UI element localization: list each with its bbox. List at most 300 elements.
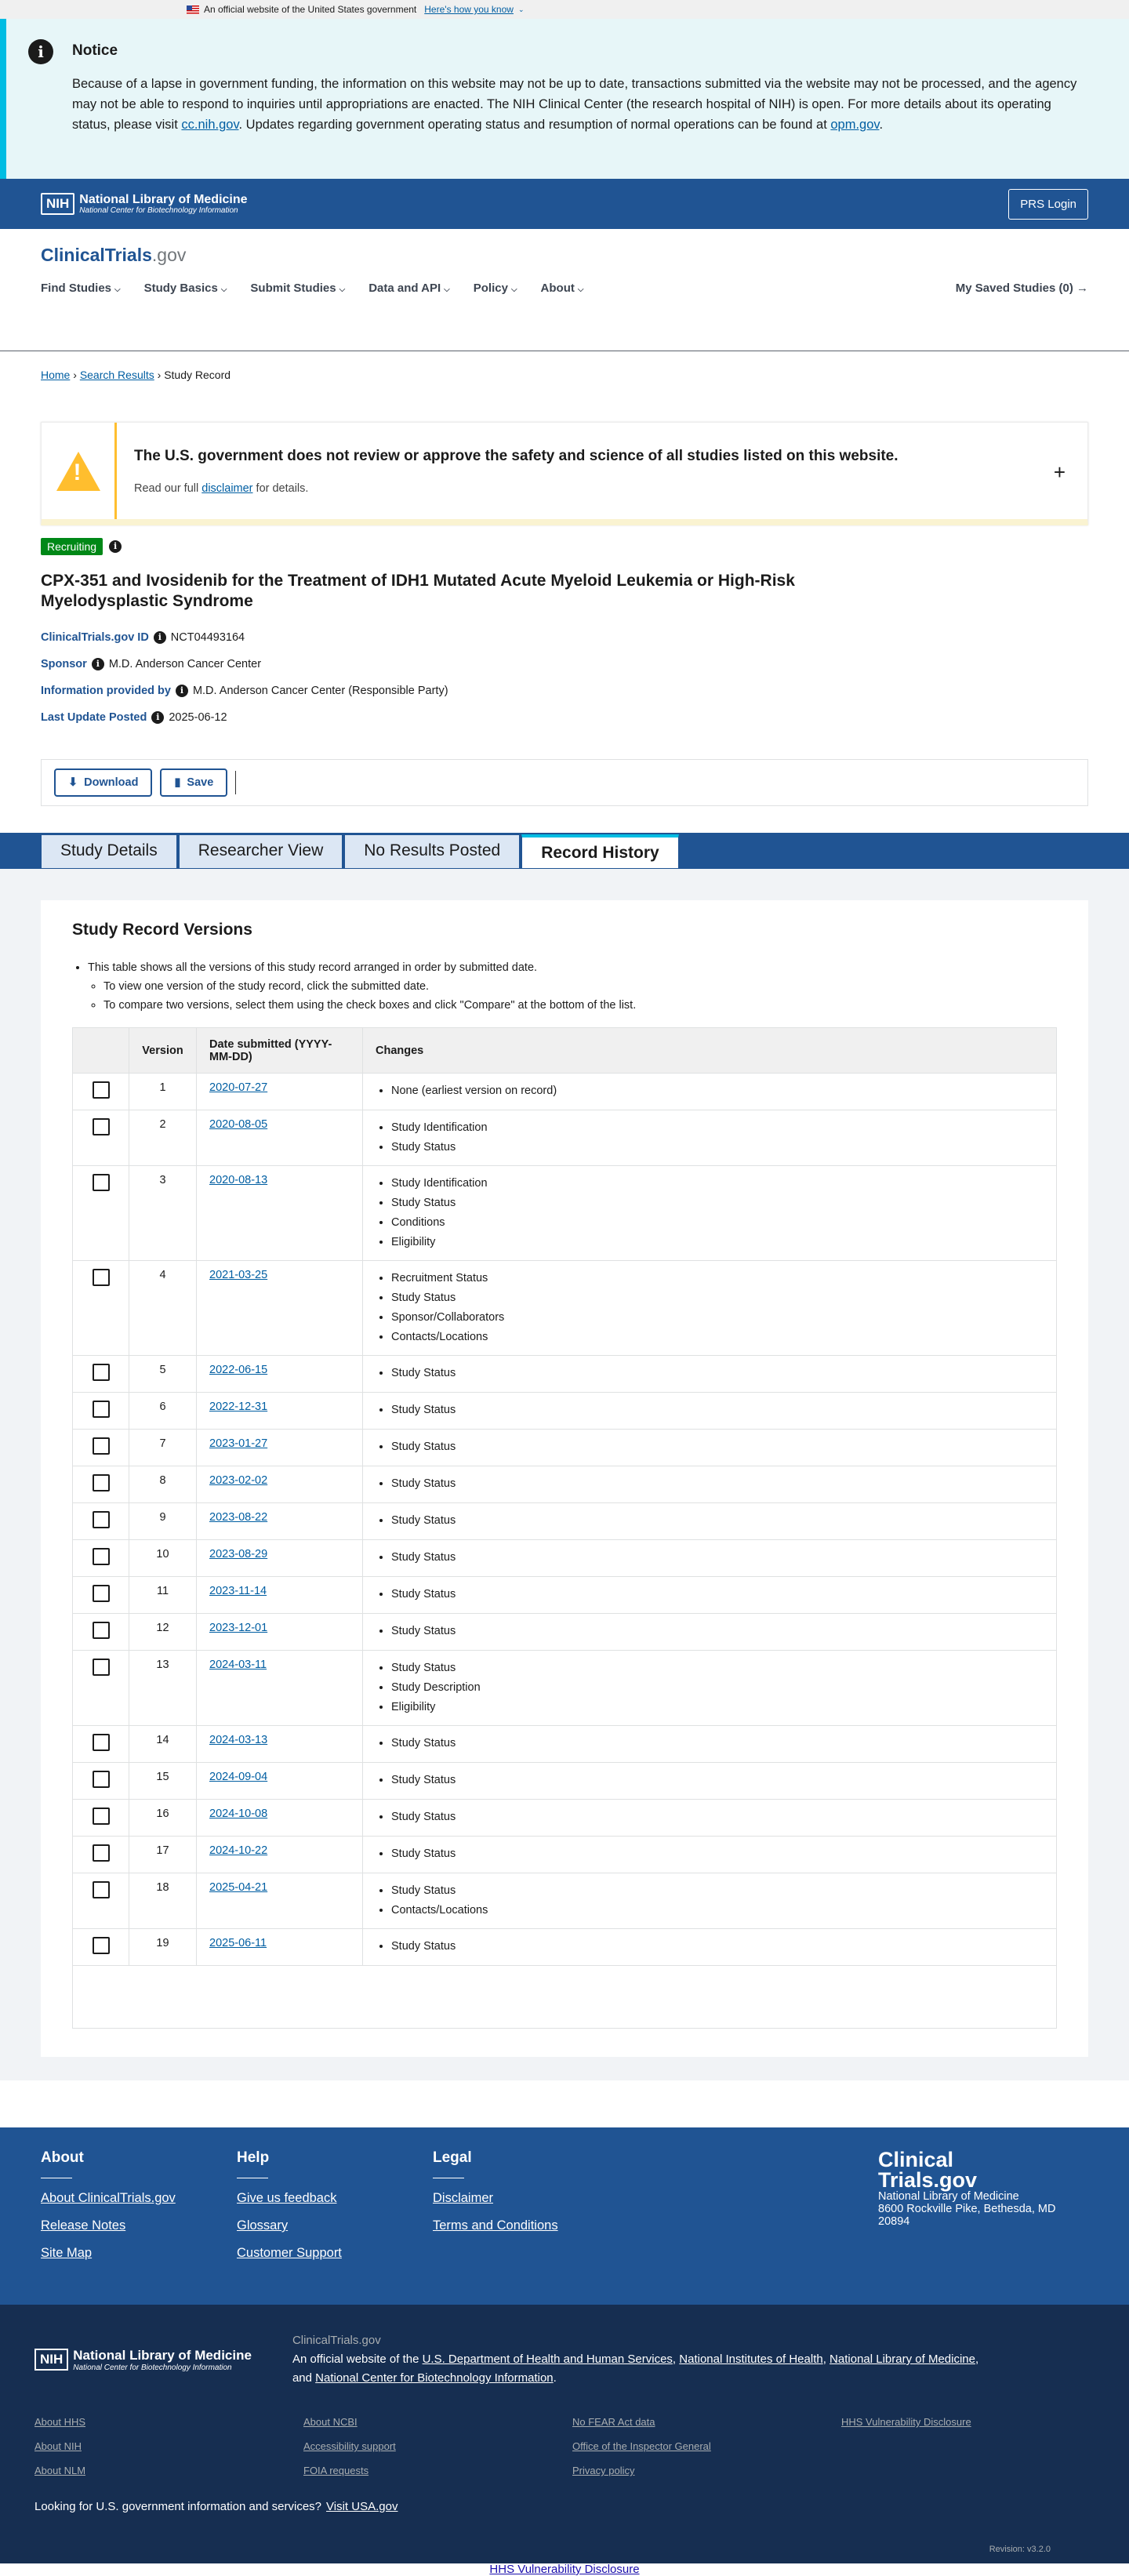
changes-cell	[363, 1261, 1057, 1356]
date-cell	[197, 1873, 363, 1929]
date-cell	[197, 1466, 363, 1503]
chevron-down-icon: ⌵	[339, 285, 346, 294]
select-cell	[73, 1651, 129, 1726]
header-select	[73, 1028, 129, 1074]
gov-footer	[0, 2305, 1129, 2563]
date-cell	[197, 1614, 363, 1651]
table-row	[73, 1356, 1057, 1393]
table-row	[73, 1540, 1057, 1577]
table-footer-row	[73, 1966, 1057, 2029]
footer-heading: About	[41, 2149, 84, 2166]
table-row	[73, 1110, 1057, 1166]
change-item: • Study Status	[391, 1808, 1044, 1827]
brand-line-2: Trials.gov	[878, 2168, 978, 2192]
footer-heading: Help	[237, 2149, 270, 2166]
address-line: National Library of Medicine	[878, 2190, 1019, 2203]
how-you-know-link[interactable]: Here's how you know	[424, 4, 514, 15]
official-text: An official website of the U.S. Department of Health and Human Services, National Institutes of Health, National Library of Medicine, and National Center for Biotechnology Information.	[292, 2353, 979, 2385]
chevron-down-icon: ⌵	[577, 285, 584, 294]
nav-data-api[interactable]	[368, 282, 450, 295]
disclaimer-body	[134, 482, 898, 495]
version-date-link[interactable]: 2022-06-15	[209, 1364, 268, 1376]
select-cell	[73, 1430, 129, 1466]
version-checkbox[interactable]	[93, 1734, 110, 1751]
changes-cell	[363, 1577, 1057, 1614]
breadcrumb-results[interactable]: Search Results	[79, 369, 154, 381]
version-cell: 11	[129, 1577, 197, 1614]
version-cell: 2	[129, 1110, 197, 1166]
change-item: • Study Status	[391, 1585, 1044, 1604]
meta-sponsor	[41, 651, 1088, 678]
warning-icon	[56, 452, 100, 491]
nih-link[interactable]: National Institutes of Health	[679, 2353, 823, 2366]
footer-link[interactable]: Give us feedback	[237, 2191, 337, 2205]
nlm-subtitle: National Center for Biotechnology Information	[79, 206, 238, 215]
version-date-link[interactable]: 2024-09-04	[209, 1771, 268, 1783]
version-date-link[interactable]: 2024-10-08	[209, 1808, 268, 1820]
version-cell: 1	[129, 1074, 197, 1110]
chevron-down-icon: ⌵	[444, 285, 450, 294]
select-cell	[73, 1614, 129, 1651]
desc-item: ◦ To compare two versions, select them using the check boxes and click "Compare" at the bottom of the list.	[103, 996, 1057, 1015]
version-checkbox[interactable]	[93, 1081, 110, 1099]
nih-logo: NIH	[41, 193, 74, 215]
download-button[interactable]	[54, 768, 152, 797]
history-description	[88, 958, 1057, 1015]
chevron-right-icon: ›	[73, 369, 77, 381]
nav-submit-studies[interactable]	[250, 282, 345, 295]
table-row	[73, 1651, 1057, 1726]
table-row	[73, 1873, 1057, 1929]
opm-link[interactable]: opm.gov	[830, 118, 880, 132]
notice-text-2: . Updates regarding government operating status and resumption of normal operations can be found at	[238, 118, 831, 132]
table-row	[73, 1261, 1057, 1356]
gov-footer-link[interactable]: No FEAR Act data	[572, 2416, 655, 2428]
official-statement	[292, 2331, 978, 2388]
version-checkbox[interactable]	[93, 1548, 110, 1565]
hhs-link[interactable]: U.S. Department of Health and Human Services	[422, 2353, 673, 2366]
ncbi-link[interactable]: National Center for Biotechnology Information	[315, 2371, 554, 2385]
version-cell: 5	[129, 1356, 197, 1393]
footer-link[interactable]: About ClinicalTrials.gov	[41, 2191, 176, 2205]
change-item: • Study Status	[391, 1288, 1044, 1308]
official-pre: An official website of the	[292, 2353, 423, 2366]
change-item: • Contacts/Locations	[391, 1328, 1044, 1347]
study-id: NCT04493164	[170, 631, 245, 644]
version-cell: 4	[129, 1261, 197, 1356]
changes-cell	[363, 1466, 1057, 1503]
version-checkbox[interactable]	[93, 1881, 110, 1898]
header-version: Version	[129, 1028, 197, 1074]
provided-value: M.D. Anderson Cancer Center (Responsible Party)	[192, 685, 448, 697]
versions-body	[73, 1074, 1057, 2029]
select-cell	[73, 1837, 129, 1873]
footer-help	[237, 2149, 433, 2305]
site-header	[0, 229, 1129, 351]
brand-line-1: Clinical	[878, 2148, 954, 2171]
breadcrumb-current: Study Record	[164, 369, 231, 381]
site-name-b: .gov	[151, 245, 187, 265]
empty-slot	[841, 2440, 1076, 2452]
table-row	[73, 1614, 1057, 1651]
date-cell	[197, 1763, 363, 1800]
status-badge: Recruiting	[41, 538, 103, 555]
nlm-subtitle: National Center for Biotechnology Information	[73, 2363, 232, 2372]
version-cell: 9	[129, 1503, 197, 1540]
nav-label: About	[540, 282, 575, 295]
usa-gov-row	[34, 2500, 1095, 2513]
select-cell	[73, 1503, 129, 1540]
disclaimer-text	[117, 448, 898, 495]
footer-link[interactable]: Disclaimer	[433, 2191, 494, 2205]
gov-footer-link[interactable]: About NLM	[34, 2465, 86, 2476]
version-checkbox[interactable]	[93, 1437, 110, 1455]
version-date-link[interactable]: 2024-10-22	[209, 1844, 268, 1857]
gov-banner-text: An official website of the United States government	[204, 4, 417, 15]
version-cell: 3	[129, 1166, 197, 1261]
select-cell	[73, 1540, 129, 1577]
version-checkbox[interactable]	[93, 1174, 110, 1191]
expand-plus-icon[interactable]: +	[1053, 460, 1065, 484]
version-date-link[interactable]: 2024-03-13	[209, 1734, 268, 1746]
change-item: • Study Status	[391, 1138, 1044, 1157]
table-row	[73, 1503, 1057, 1540]
version-date-link[interactable]: 2020-07-27	[209, 1081, 268, 1094]
version-date-link[interactable]: 2023-02-02	[209, 1474, 268, 1487]
nav-policy[interactable]	[474, 282, 517, 295]
change-item: • Study Status	[391, 1194, 1044, 1213]
change-item: • Study Status	[391, 1734, 1044, 1753]
version-cell: 14	[129, 1726, 197, 1763]
study-tabs	[0, 833, 1129, 869]
notice-text-3: .	[879, 118, 884, 132]
notice-title: Notice	[72, 42, 118, 59]
bookmark-icon: ▮	[174, 776, 181, 789]
chevron-down-icon: ⌵	[510, 285, 517, 294]
version-checkbox[interactable]	[93, 1511, 110, 1528]
change-item: • Study Status	[391, 1511, 1044, 1531]
history-title: Study Record Versions	[72, 921, 252, 939]
version-cell: 6	[129, 1393, 197, 1430]
version-checkbox[interactable]	[93, 1474, 110, 1491]
version-date-link[interactable]: 2023-08-29	[209, 1548, 268, 1560]
change-item: • Study Status	[391, 1548, 1044, 1568]
breadcrumb-home[interactable]: Home	[41, 369, 71, 381]
version-cell: 7	[129, 1430, 197, 1466]
table-row	[73, 1074, 1057, 1110]
main-nav	[41, 282, 1088, 295]
select-cell	[73, 1873, 129, 1929]
tab-researcher-view[interactable]: Researcher View	[179, 834, 343, 869]
meta-label: Information provided by	[41, 685, 171, 697]
changes-cell	[363, 1110, 1057, 1166]
changes-cell	[363, 1393, 1057, 1430]
gov-footer-link[interactable]: Privacy policy	[572, 2465, 635, 2476]
version-date-link[interactable]: 2022-12-31	[209, 1401, 268, 1413]
footer-link[interactable]: Release Notes	[41, 2218, 126, 2233]
footer-site-name: ClinicalTrials.gov	[292, 2334, 381, 2347]
nav-study-basics[interactable]	[144, 282, 227, 295]
version-date-link[interactable]: 2020-08-05	[209, 1118, 268, 1131]
info-icon[interactable]: i	[92, 658, 104, 670]
table-row	[73, 1430, 1057, 1466]
nav-find-studies[interactable]	[41, 282, 121, 295]
select-cell	[73, 1929, 129, 1966]
version-checkbox[interactable]	[93, 1401, 110, 1418]
version-cell: 19	[129, 1929, 197, 1966]
meta-label: Sponsor	[41, 658, 87, 670]
nih-logo: NIH	[34, 2349, 68, 2371]
cc-nih-link[interactable]: cc.nih.gov	[181, 118, 239, 132]
table-row	[73, 1800, 1057, 1837]
meta-updated	[41, 704, 1088, 731]
arrow-right-icon: →	[1073, 282, 1088, 295]
save-button[interactable]	[160, 768, 227, 797]
info-icon[interactable]: i	[176, 685, 188, 697]
table-row	[73, 1577, 1057, 1614]
version-checkbox[interactable]	[93, 1622, 110, 1639]
tab-study-details[interactable]: Study Details	[41, 834, 177, 869]
select-cell	[73, 1763, 129, 1800]
notice-body	[72, 74, 1090, 135]
version-date-link[interactable]: 2021-03-25	[209, 1269, 268, 1281]
change-item: • Contacts/Locations	[391, 1901, 1044, 1920]
date-cell	[197, 1800, 363, 1837]
study-meta	[41, 624, 1088, 731]
version-checkbox[interactable]	[93, 1364, 110, 1381]
select-cell	[73, 1393, 129, 1430]
tab-no-results[interactable]: No Results Posted	[344, 834, 520, 869]
gov-footer-link[interactable]: FOIA requests	[303, 2465, 369, 2476]
gov-banner	[0, 0, 1129, 19]
chevron-down-icon: ⌄	[517, 5, 525, 13]
bottom-bar	[0, 2563, 1129, 2576]
funding-notice	[0, 19, 1129, 179]
address-line: 8600 Rockville Pike, Bethesda, MD	[878, 2203, 1056, 2215]
select-cell	[73, 1577, 129, 1614]
date-cell	[197, 1166, 363, 1261]
desc-item: ◦ To view one version of the study record, click the submitted date.	[103, 977, 1057, 996]
version-checkbox[interactable]	[93, 1585, 110, 1602]
change-item: • Eligibility	[391, 1233, 1044, 1252]
version-checkbox[interactable]	[93, 1844, 110, 1862]
hhs-vulnerability-link[interactable]: HHS Vulnerability Disclosure	[489, 2563, 640, 2576]
nlm-title: National Library of Medicine	[73, 2347, 252, 2363]
gov-footer-link[interactable]: About NIH	[34, 2440, 82, 2452]
change-item: • None (earliest version on record)	[391, 1081, 1044, 1101]
disclaimer-alert	[41, 422, 1088, 525]
nav-label: Find Studies	[41, 282, 111, 295]
study-title: CPX-351 and Ivosidenib for the Treatment of IDH1 Mutated Acute Myeloid Leukemia or High-Risk Myelodysplastic Syndrome	[41, 572, 795, 610]
version-checkbox[interactable]	[93, 1937, 110, 1954]
table-row	[73, 1726, 1057, 1763]
date-cell	[197, 1110, 363, 1166]
change-item: • Study Status	[391, 1622, 1044, 1641]
table-row	[73, 1929, 1057, 1966]
date-cell	[197, 1540, 363, 1577]
table-row	[73, 1763, 1057, 1800]
info-icon[interactable]: i	[154, 631, 166, 644]
change-item: • Study Identification	[391, 1174, 1044, 1194]
change-item: • Study Status	[391, 1881, 1044, 1901]
nav-about[interactable]	[541, 282, 584, 295]
download-icon: ⬇	[68, 776, 78, 789]
gov-footer-link[interactable]: About NCBI	[303, 2416, 358, 2428]
gov-footer-top	[34, 2331, 1095, 2388]
footer-link[interactable]: Terms and Conditions	[433, 2218, 558, 2233]
site-logo[interactable]	[41, 245, 1088, 266]
table-row	[73, 1466, 1057, 1503]
changes-cell	[363, 1074, 1057, 1110]
divider	[235, 771, 236, 794]
select-cell	[73, 1261, 129, 1356]
date-cell	[197, 1393, 363, 1430]
table-row	[73, 1393, 1057, 1430]
empty-slot	[841, 2465, 1076, 2476]
change-item: • Eligibility	[391, 1698, 1044, 1717]
changes-cell	[363, 1503, 1057, 1540]
tab-record-history[interactable]: Record History	[521, 834, 679, 869]
date-cell	[197, 1074, 363, 1110]
disclaimer-pre: Read our full	[134, 481, 202, 495]
version-checkbox[interactable]	[93, 1808, 110, 1825]
nlm-logo[interactable]	[41, 193, 248, 215]
select-cell	[73, 1166, 129, 1261]
footer-link[interactable]: Site Map	[41, 2246, 93, 2260]
date-cell	[197, 1430, 363, 1466]
changes-cell	[363, 1763, 1057, 1800]
date-cell	[197, 1837, 363, 1873]
breadcrumb	[0, 351, 1129, 392]
warning-panel	[42, 423, 117, 519]
changes-cell	[363, 1540, 1057, 1577]
version-date-link[interactable]: 2023-12-01	[209, 1622, 268, 1634]
gov-footer-link[interactable]: About HHS	[34, 2416, 86, 2428]
changes-cell	[363, 1356, 1057, 1393]
change-item: • Study Status	[391, 1437, 1044, 1457]
version-checkbox[interactable]	[93, 1771, 110, 1788]
footer-about	[41, 2149, 237, 2305]
meta-label: ClinicalTrials.gov ID	[41, 631, 149, 644]
desc-sublist-holder	[88, 977, 1057, 1015]
nlm-footer-logo[interactable]	[34, 2331, 252, 2388]
history-card	[41, 900, 1088, 2057]
header-date: Date submitted (YYYY-MM-DD)	[197, 1028, 363, 1074]
action-bar	[41, 759, 1088, 806]
table-row	[73, 1166, 1057, 1261]
changes-cell	[363, 1430, 1057, 1466]
prs-login-button[interactable]: PRS Login	[1008, 189, 1088, 220]
date-cell	[197, 1577, 363, 1614]
version-cell: 13	[129, 1651, 197, 1726]
select-cell	[73, 1466, 129, 1503]
version-cell: 16	[129, 1800, 197, 1837]
version-date-link[interactable]: 2024-03-11	[209, 1659, 267, 1671]
versions-table	[72, 1027, 1057, 2029]
footer-link[interactable]: Customer Support	[237, 2246, 342, 2260]
table-header	[73, 1028, 1057, 1074]
version-cell: 12	[129, 1614, 197, 1651]
meta-provided	[41, 678, 1088, 704]
version-checkbox[interactable]	[93, 1659, 110, 1676]
version-date-link[interactable]: 2023-11-14	[209, 1585, 267, 1597]
download-label: Download	[84, 776, 139, 789]
gov-footer-link[interactable]: HHS Vulnerability Disclosure	[841, 2416, 971, 2428]
revision-text: Revision: v3.2.0	[989, 2545, 1051, 2554]
nav-saved-studies[interactable]	[956, 282, 1088, 295]
change-item: • Sponsor/Collaborators	[391, 1308, 1044, 1328]
info-icon[interactable]: i	[151, 711, 164, 724]
version-date-link[interactable]: 2023-01-27	[209, 1437, 268, 1450]
footer-link[interactable]: Glossary	[237, 2218, 289, 2233]
date-cell	[197, 1651, 363, 1726]
usa-gov-link[interactable]: Visit USA.gov	[326, 2500, 398, 2513]
nlm-link[interactable]: National Library of Medicine	[830, 2353, 975, 2366]
date-cell	[197, 1726, 363, 1763]
desc-item: • This table shows all the versions of this study record arranged in order by submitted date.	[88, 958, 1057, 977]
sponsor-value: M.D. Anderson Cancer Center	[108, 658, 262, 670]
version-cell: 18	[129, 1873, 197, 1929]
updated-value: 2025-06-12	[169, 711, 227, 724]
change-item: • Study Identification	[391, 1118, 1044, 1138]
changes-cell	[363, 1726, 1057, 1763]
version-date-link[interactable]: 2025-04-21	[209, 1881, 268, 1894]
change-item: • Study Status	[391, 1937, 1044, 1957]
gov-footer-link[interactable]: Accessibility support	[303, 2440, 396, 2452]
nlm-title: National Library of Medicine	[79, 193, 248, 206]
select-cell	[73, 1074, 129, 1110]
save-label: Save	[187, 776, 214, 789]
version-checkbox[interactable]	[93, 1118, 110, 1135]
version-date-link[interactable]: 2023-08-22	[209, 1511, 268, 1524]
disclaimer-title: The U.S. government does not review or approve the safety and science of all studies listed on this website.	[134, 447, 898, 464]
meta-id	[41, 624, 1088, 651]
change-item: • Study Status	[391, 1364, 1044, 1383]
gov-footer-links	[34, 2416, 1095, 2476]
select-cell	[73, 1726, 129, 1763]
and-text: and	[292, 2371, 316, 2385]
header-changes: Changes	[363, 1028, 1057, 1074]
chevron-down-icon: ⌵	[114, 285, 121, 294]
date-cell	[197, 1356, 363, 1393]
gov-footer-link[interactable]: Office of the Inspector General	[572, 2440, 711, 2452]
version-cell: 8	[129, 1466, 197, 1503]
footer-legal	[433, 2149, 629, 2305]
disclaimer-post: for details.	[252, 481, 309, 495]
changes-cell	[363, 1873, 1057, 1929]
version-cell: 15	[129, 1763, 197, 1800]
changes-cell	[363, 1651, 1057, 1726]
change-item: • Study Description	[391, 1678, 1044, 1698]
change-item: • Study Status	[391, 1474, 1044, 1494]
info-icon[interactable]: i	[109, 540, 122, 553]
changes-cell	[363, 1929, 1057, 1966]
table-row	[73, 1837, 1057, 1873]
history-section	[0, 869, 1129, 2080]
address-line: 20894	[878, 2215, 910, 2228]
nav-label: Policy	[473, 282, 508, 295]
version-checkbox[interactable]	[93, 1269, 110, 1286]
date-cell	[197, 1929, 363, 1966]
disclaimer-link[interactable]: disclaimer	[201, 481, 253, 495]
change-item: • Conditions	[391, 1213, 1044, 1233]
chevron-down-icon: ⌵	[220, 285, 227, 294]
status-row	[41, 538, 1088, 555]
version-date-link[interactable]: 2020-08-13	[209, 1174, 268, 1186]
changes-cell	[363, 1614, 1057, 1651]
version-date-link[interactable]: 2025-06-11	[209, 1937, 267, 1949]
info-icon: i	[28, 39, 53, 64]
